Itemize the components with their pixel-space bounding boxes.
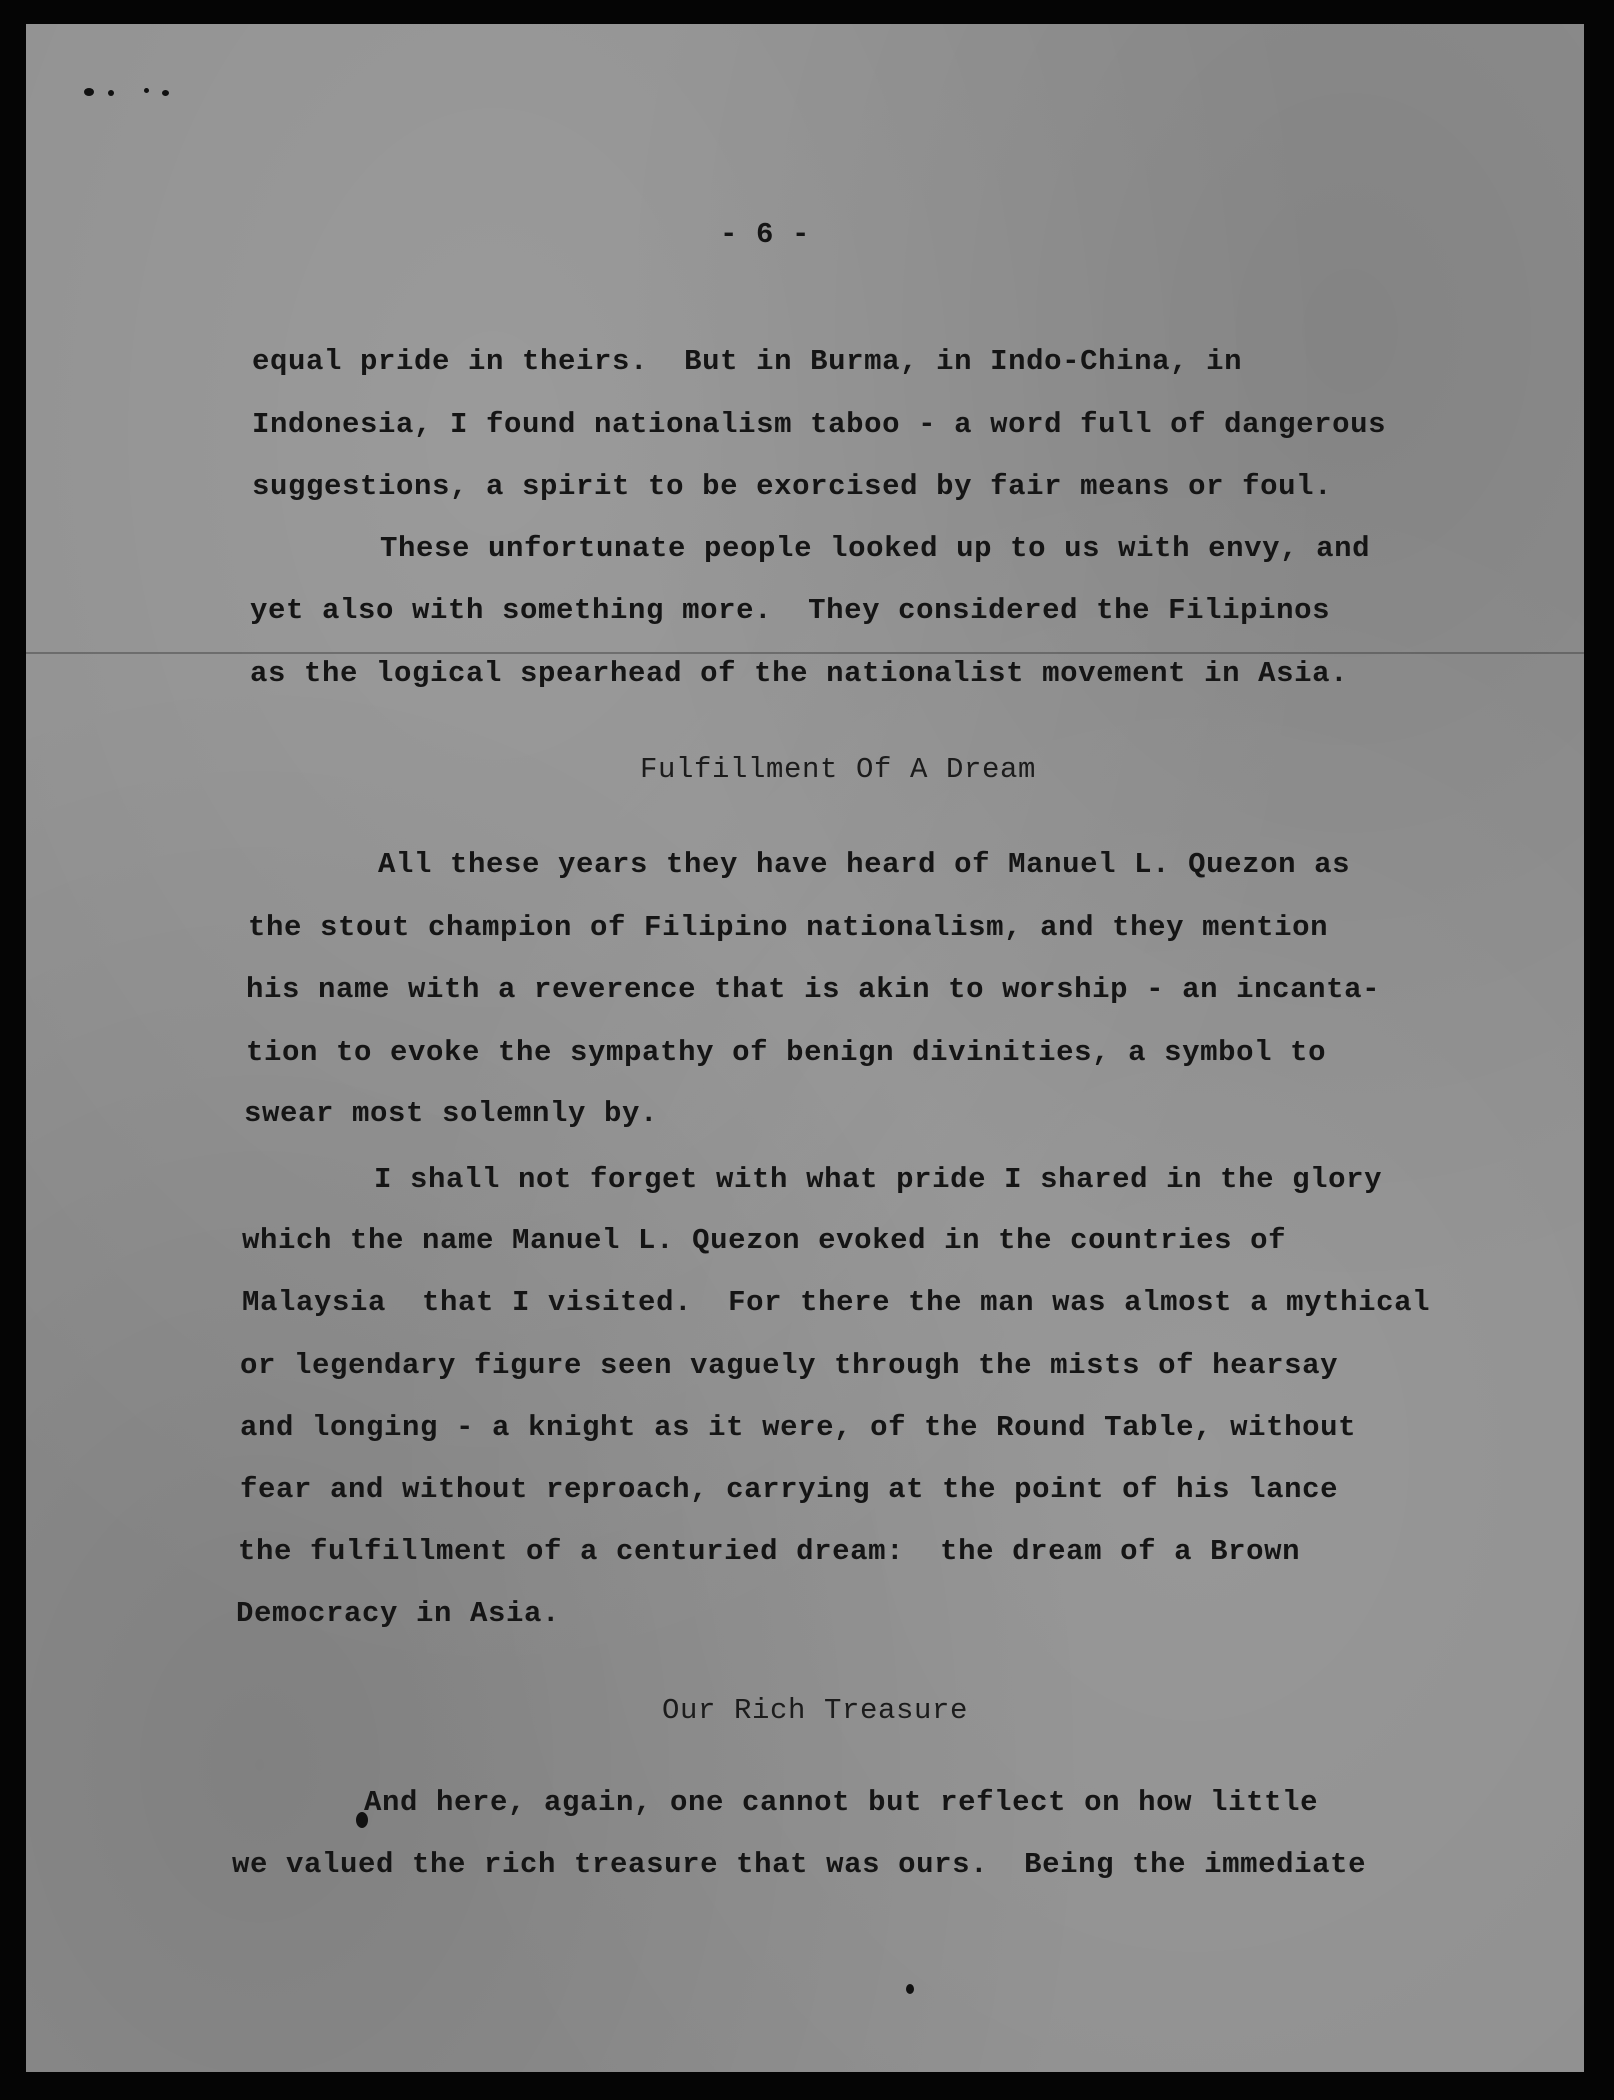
paragraph-5-line-1: And here, again, one cannot but reflect on how little: [364, 1786, 1319, 1819]
paragraph-1-line-3: suggestions, a spirit to be exorcised by fair means or foul.: [252, 470, 1333, 503]
ink-speck: [144, 88, 149, 93]
section-heading-fulfillment: Fulfillment Of A Dream: [640, 753, 1037, 786]
paragraph-5-line-2: we valued the rich treasure that was ours. Being the immediate: [232, 1848, 1367, 1881]
ink-speck: [906, 1984, 914, 1994]
ink-speck: [108, 90, 114, 96]
paragraph-3-line-3: his name with a reverence that is akin to worship - an incanta-: [246, 973, 1381, 1006]
paragraph-3-line-4: tion to evoke the sympathy of benign divinities, a symbol to: [246, 1036, 1327, 1069]
paragraph-2-line-2: yet also with something more. They considered the Filipinos: [250, 594, 1331, 627]
fold-line: [26, 652, 1584, 654]
paragraph-4-line-7: the fulfillment of a centuried dream: the dream of a Brown: [238, 1535, 1301, 1568]
paragraph-1-line-2: Indonesia, I found nationalism taboo - a word full of dangerous: [252, 408, 1387, 441]
paragraph-4-line-5: and longing - a knight as it were, of the Round Table, without: [240, 1411, 1357, 1444]
paragraph-4-line-6: fear and without reproach, carrying at the point of his lance: [240, 1473, 1339, 1506]
paragraph-4-line-3: Malaysia that I visited. For there the man was almost a mythical: [242, 1286, 1431, 1319]
paragraph-4-line-2: which the name Manuel L. Quezon evoked in the countries of: [242, 1224, 1287, 1257]
paragraph-4-line-1: I shall not forget with what pride I shared in the glory: [374, 1163, 1383, 1196]
paragraph-4-line-8: Democracy in Asia.: [236, 1597, 561, 1630]
paragraph-2-line-1: These unfortunate people looked up to us with envy, and: [380, 532, 1371, 565]
paragraph-1-line-1: equal pride in theirs. But in Burma, in Indo-China, in: [252, 345, 1243, 378]
ink-speck: [162, 90, 169, 96]
paragraph-3-line-5: swear most solemnly by.: [244, 1097, 659, 1130]
ink-speck: [84, 88, 94, 96]
paragraph-2-line-3: as the logical spearhead of the nationalist movement in Asia.: [250, 657, 1349, 690]
paragraph-4-line-4: or legendary figure seen vaguely through the mists of hearsay: [240, 1349, 1339, 1382]
page-number: - 6 -: [720, 218, 811, 251]
paragraph-3-line-2: the stout champion of Filipino nationalism, and they mention: [248, 911, 1329, 944]
paragraph-3-line-1: All these years they have heard of Manuel L. Quezon as: [378, 848, 1351, 881]
section-heading-treasure: Our Rich Treasure: [662, 1694, 969, 1727]
